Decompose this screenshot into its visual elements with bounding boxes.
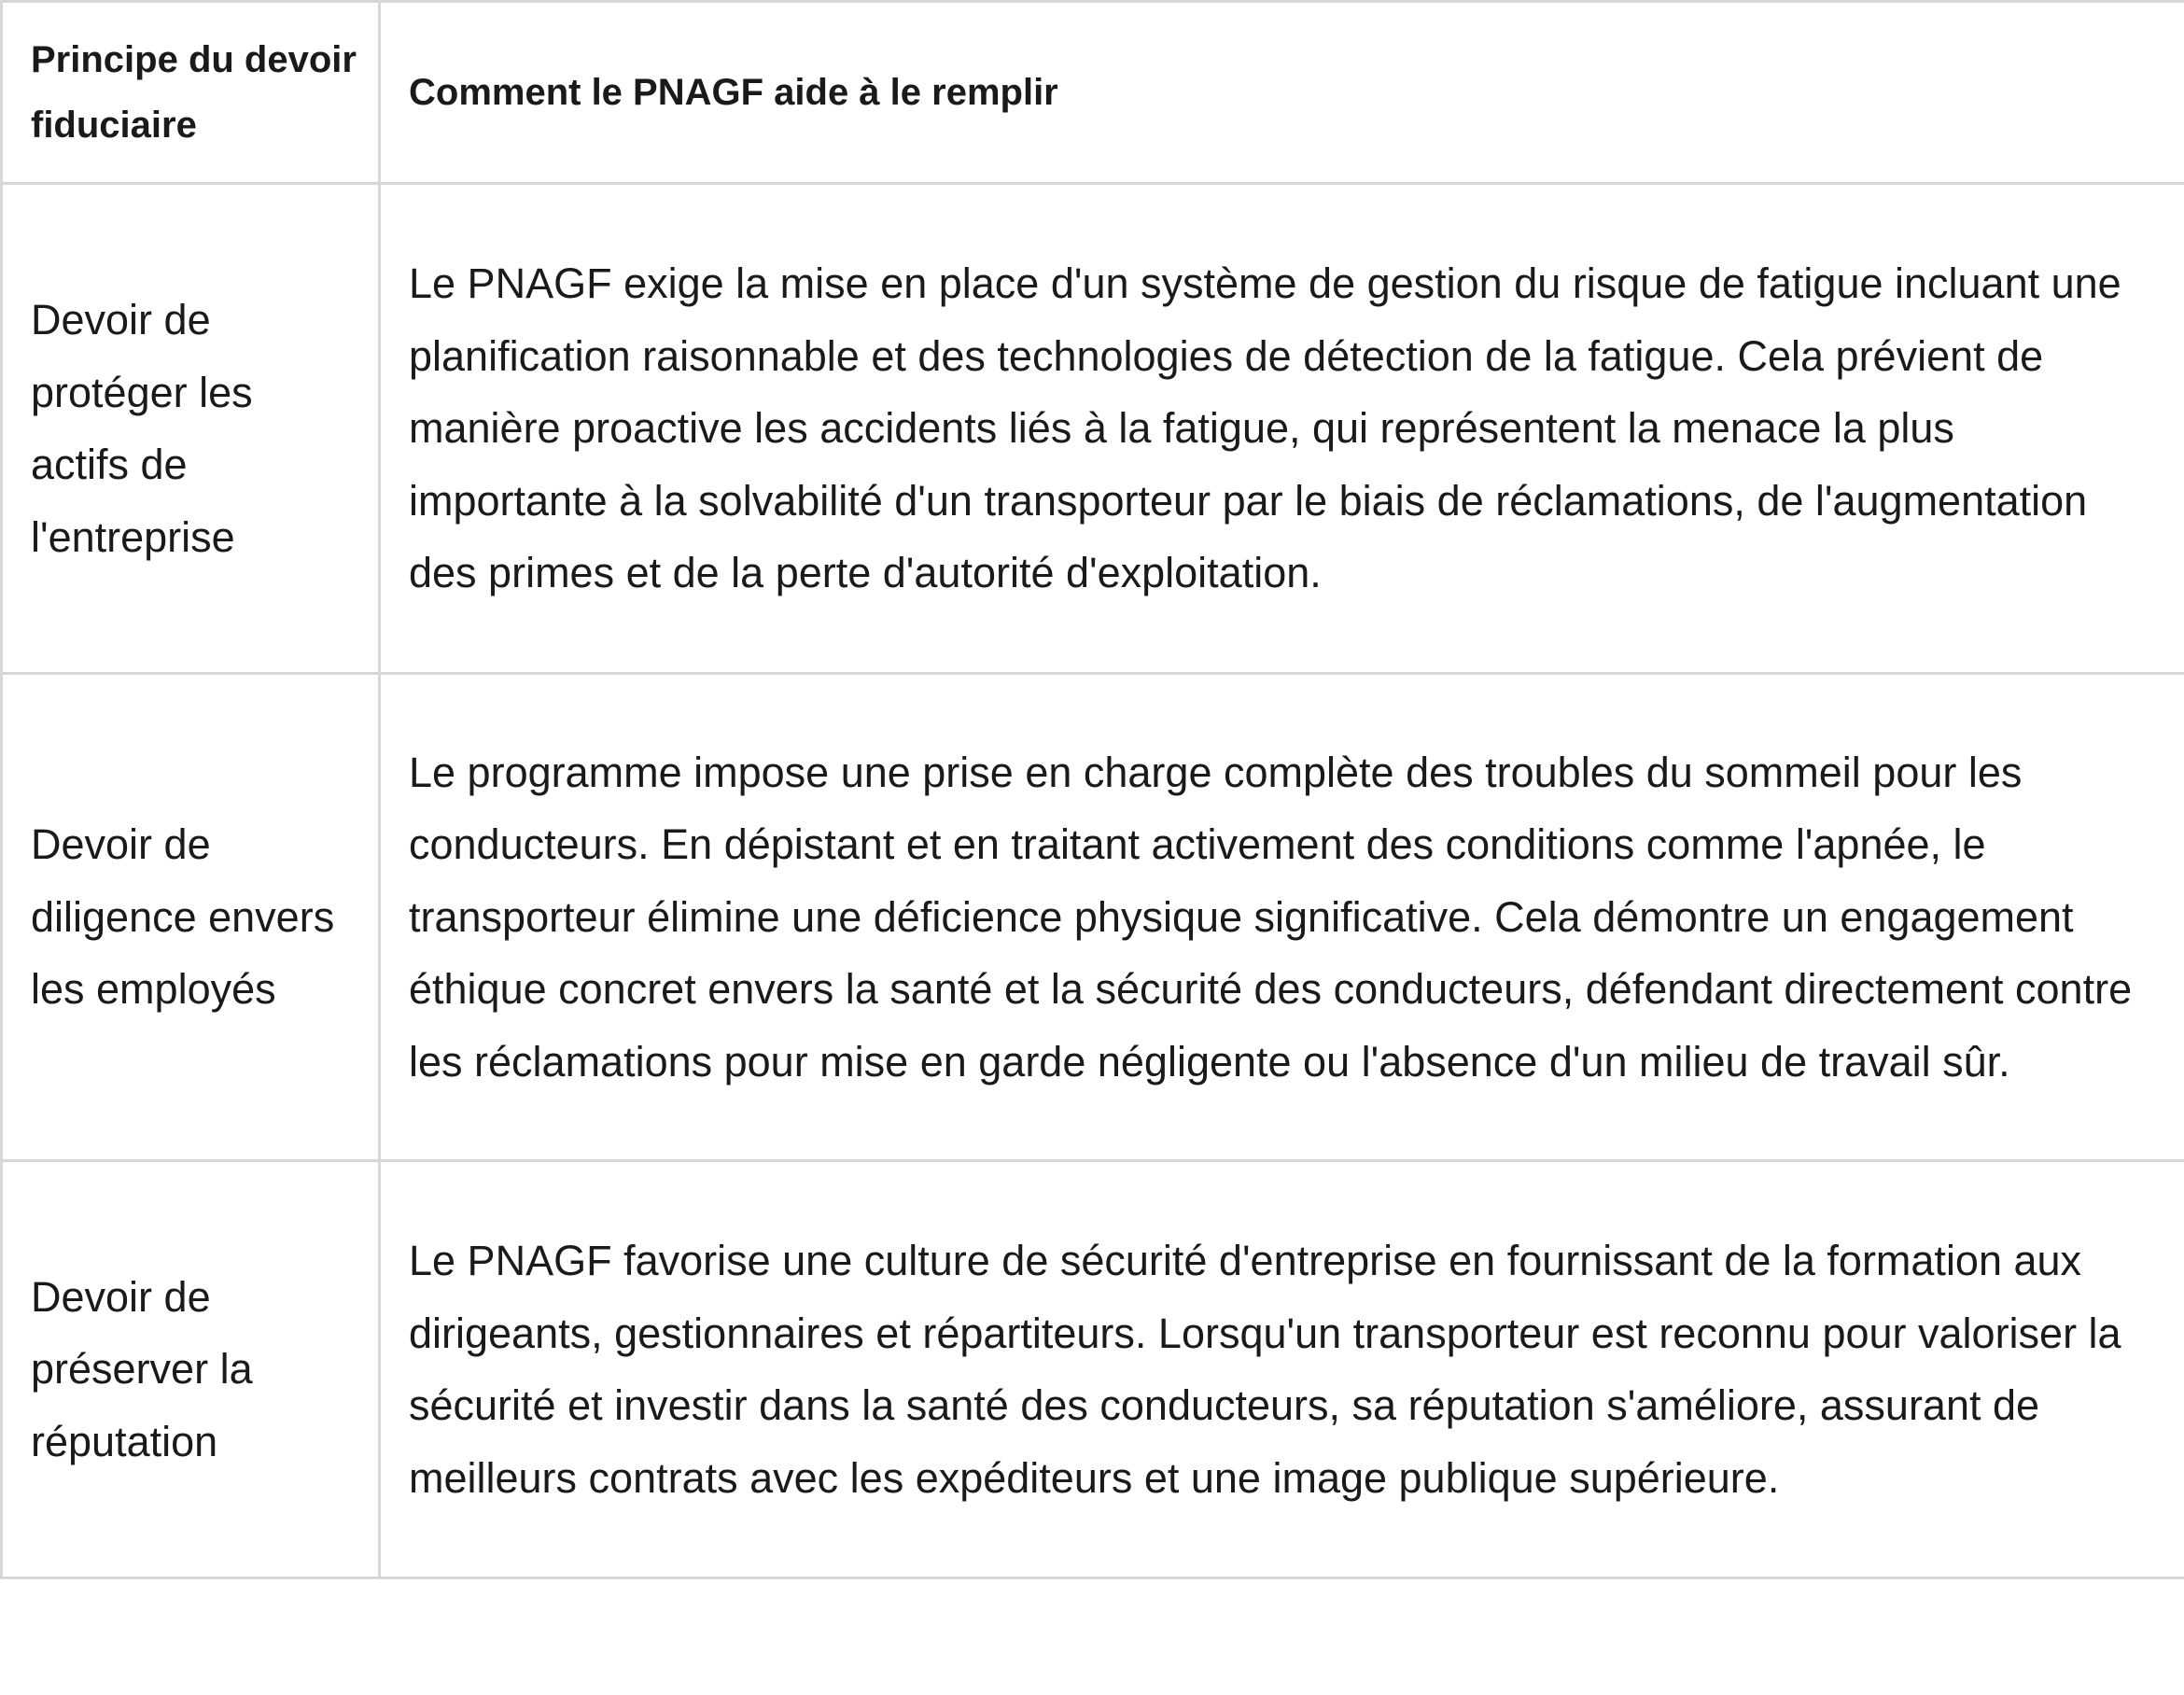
principle-cell: Devoir de préserver la réputation [2,1161,380,1578]
table-row [2,674,2184,1161]
principle-cell: Devoir de diligence envers les employés [2,674,380,1161]
table-header [2,2,2184,184]
header-principle: Principe du devoir fiduciaire [2,2,380,184]
description-cell: Le PNAGF exige la mise en place d'un système de gestion du risque de fatigue incluant une planification raisonnable et des technologies de détection de la fatigue. Cela prévient de manière proactive les accidents liés à la fatigue, qui représentent la menace la plus importante à la solvabilité d'un transporteur par le biais de réclamations, de l'augmentation des primes et de la perte d'autorité d'exploitation. [380,184,2184,674]
table-body [2,184,2184,1578]
table-row [2,184,2184,674]
header-how-pnagf-helps: Comment le PNAGF aide à le remplir [380,2,2184,184]
description-cell: Le programme impose une prise en charge complète des troubles du sommeil pour les conducteurs. En dépistant et en traitant activement des conditions comme l'apnée, le transporteur élimine une déficience physique significative. Cela démontre un engagement éthique concret envers la santé et la sécurité des conducteurs, défendant directement contre les réclamations pour mise en garde négligente ou l'absence d'un milieu de travail sûr. [380,674,2184,1161]
description-cell: Le PNAGF favorise une culture de sécurité d'entreprise en fournissant de la formation aux dirigeants, gestionnaires et répartiteurs. Lorsqu'un transporteur est reconnu pour valoriser la sécurité et investir dans la santé des conducteurs, sa réputation s'améliore, assurant de meilleurs contrats avec les expéditeurs et une image publique supérieure. [380,1161,2184,1578]
header-row [2,2,2184,184]
principle-cell: Devoir de protéger les actifs de l'entreprise [2,184,380,674]
table-row [2,1161,2184,1578]
